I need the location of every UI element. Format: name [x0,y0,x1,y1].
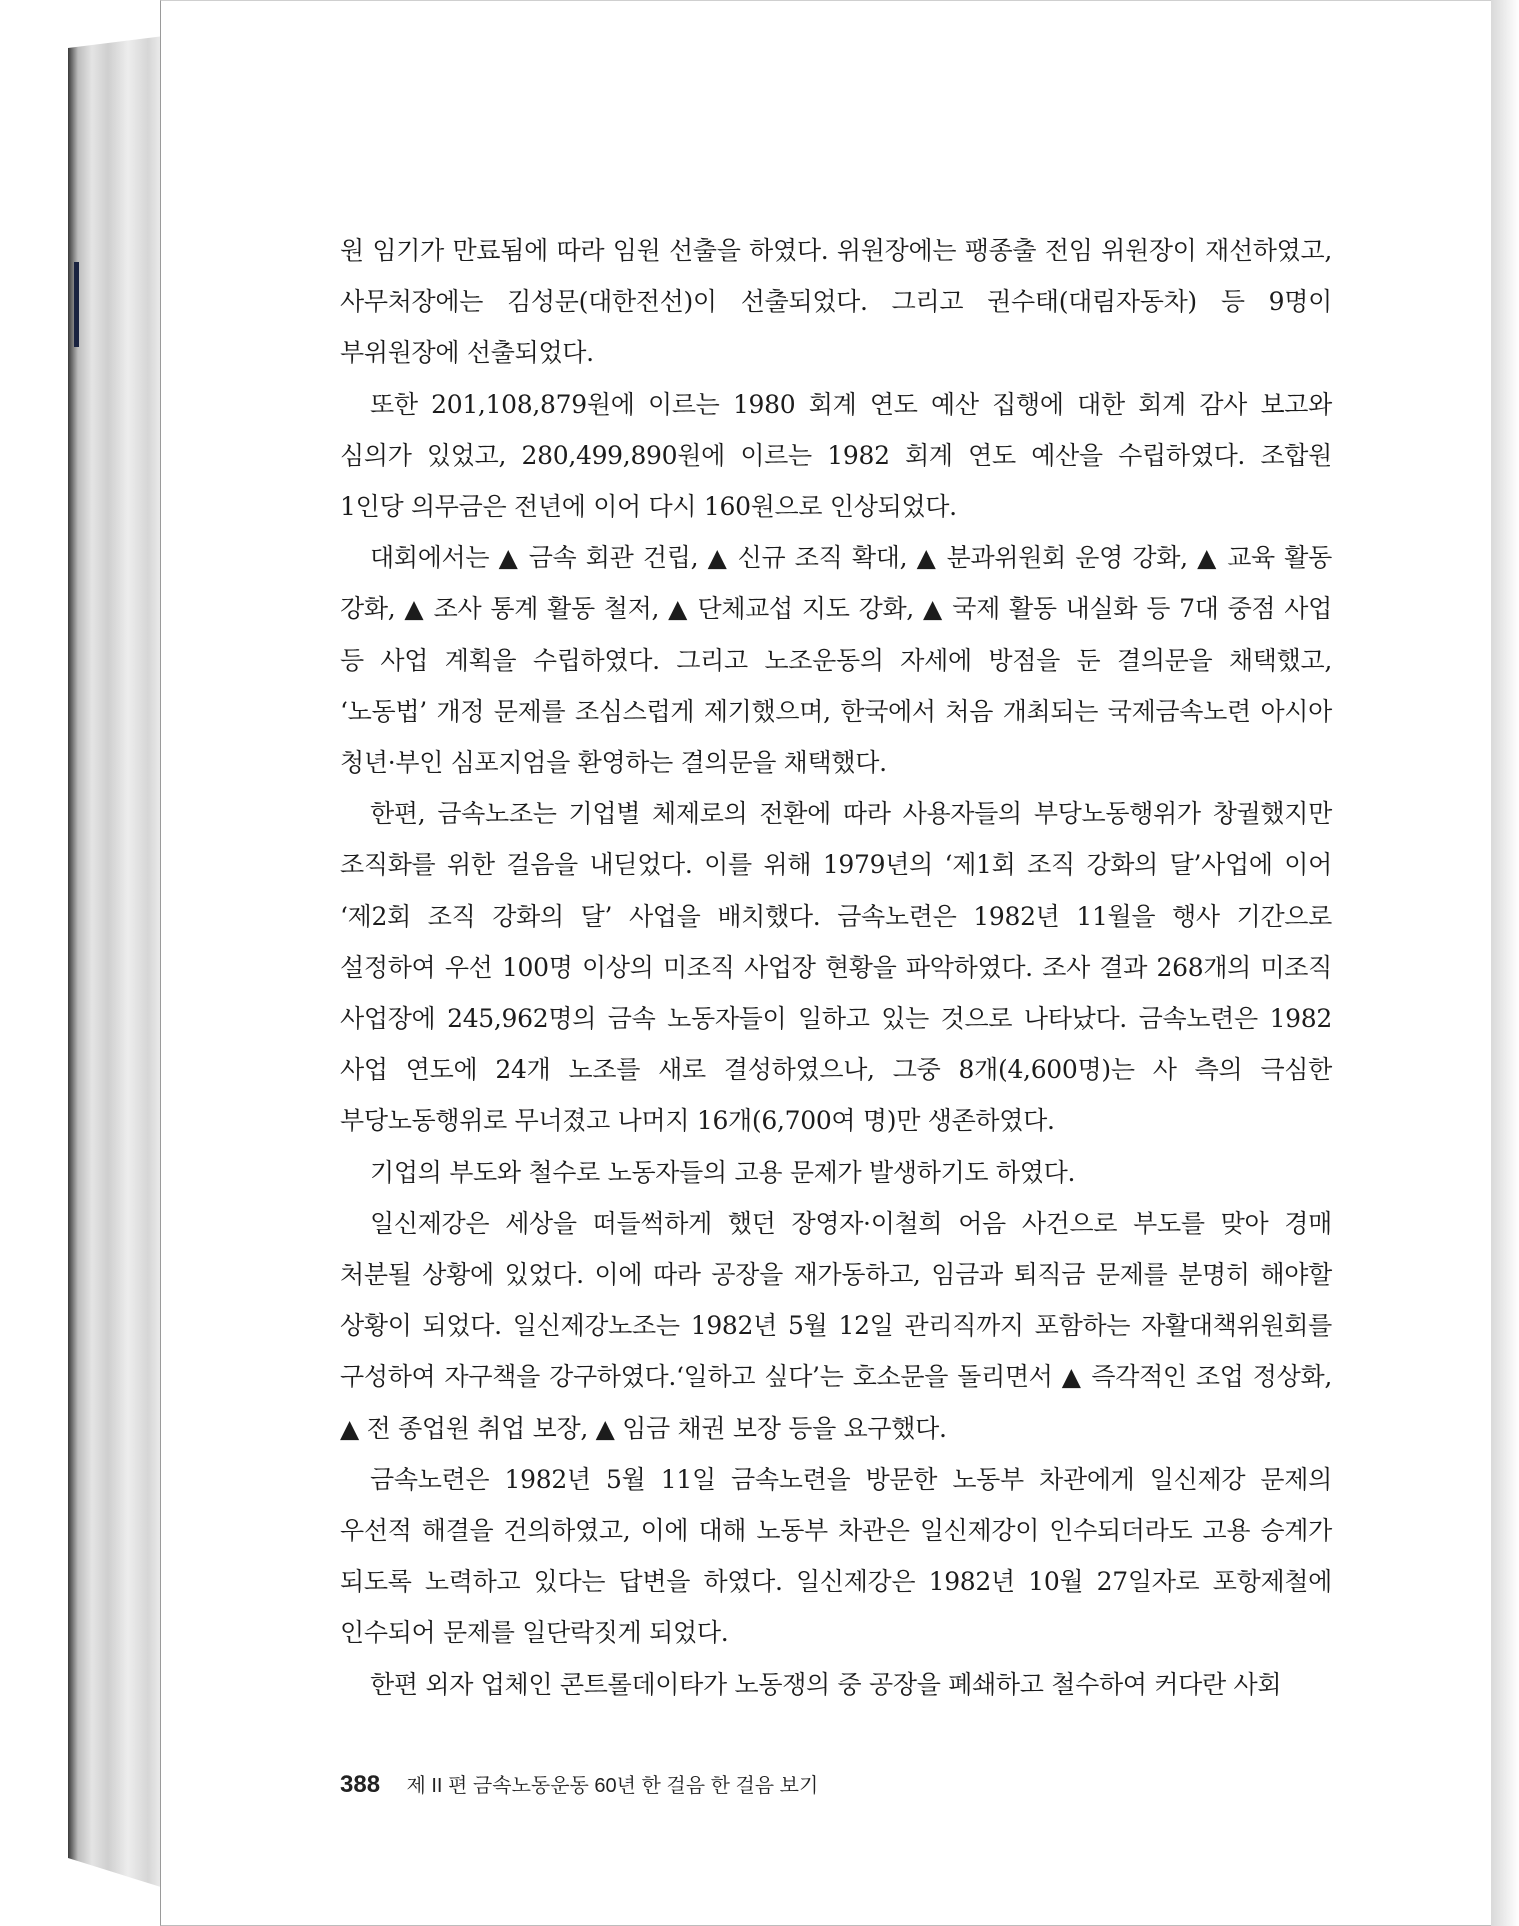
paragraph: 대회에서는 ▲ 금속 회관 건립, ▲ 신규 조직 확대, ▲ 분과위원회 운영 강화, ▲ 교육 활동 강화, ▲ 조사 통계 활동 철저, ▲ 단체교섭 지도 강화, ▲ 국제 활동 내실화 등 7대 중점 사업 등 사업 계획을 수립하였다. 그리고 노조운동의 자세에 방점을 둔 결의문을 채택했고, ‘노동법’ 개정 문제를 조심스럽게 제기했으며, 한국에서 처음 개최되는 국제금속노련 아시아 청년·부인 심포지엄을 환영하는 결의문을 채택했다. [340,543,1332,778]
page-number: 388 [340,1771,381,1798]
paragraph: 원 임기가 만료됨에 따라 임원 선출을 하였다. 위원장에는 팽종출 전임 위원장이 재선하였고, 사무처장에는 김성문(대한전선)이 선출되었다. 그리고 권수태(대림자동차) 등 9명이 부위원장에 선출되었다. [340,236,1332,368]
paragraph: 한편, 금속노조는 기업별 체제로의 전환에 따라 사용자들의 부당노동행위가 창궐했지만 조직화를 위한 걸음을 내딛었다. 이를 위해 1979년의 ‘제1회 조직 강화의 달’사업에 이어 ‘제2회 조직 강화의 달’ 사업을 배치했다. 금속노련은 1982년 11월을 행사 기간으로 설정하여 우선 100명 이상의 미조직 사업장 현황을 파악하였다. 조사 결과 268개의 미조직 사업장에 245,962명의 금속 노동자들이 일하고 있는 것으로 나타났다. 금속노련은 1982 사업 연도에 24개 노조를 새로 결성하였으나, 그중 8개(4,600명)는 사 측의 극심한 부당노동행위로 무너졌고 나머지 16개(6,700여 명)만 생존하였다. [340,799,1332,1136]
paragraph: 한편 외자 업체인 콘트롤데이타가 노동쟁의 중 공장을 폐쇄하고 철수하여 커다란 사회 [370,1669,1282,1699]
page-edge-shadow [1491,0,1519,1926]
bookmark-ribbon [74,262,79,347]
paragraph: 또한 201,108,879원에 이르는 1980 회계 연도 예산 집행에 대한 회계 감사 보고와 심의가 있었고, 280,499,890원에 이르는 1982 회계 연도 예산을 수립하였다. 조합원 1인당 의무금은 전년에 이어 다시 160원으로 인상되었다. [340,389,1332,522]
page-footer [340,1769,818,1799]
paragraph: 일신제강은 세상을 떠들썩하게 했던 장영자·이철희 어음 사건으로 부도를 맞아 경매 처분될 상황에 있었다. 이에 따라 공장을 재가동하고, 임금과 퇴직금 문제를 분명히 해야할 상황이 되었다. 일신제강노조는 1982년 5월 12일 관리직까지 포함하는 자활대책위원회를 구성하여 자구책을 강구하였다.‘일하고 싶다’는 호소문을 돌리면서 ▲ 즉각적인 조업 정상화, ▲ 전 종업원 취업 보장, ▲ 임금 채권 보장 등을 요구했다. [340,1208,1332,1443]
book-page-edges [68,36,164,1888]
body-text [340,225,1332,1710]
paragraph: 금속노련은 1982년 5월 11일 금속노련을 방문한 노동부 차관에게 일신제강 문제의 우선적 해결을 건의하였고, 이에 대해 노동부 차관은 일신제강이 인수되더라도 고용 승계가 되도록 노력하고 있다는 답변을 하였다. 일신제강은 1982년 10월 27일자로 포항제철에 인수되어 문제를 일단락짓게 되었다. [340,1464,1332,1648]
paragraph: 기업의 부도와 철수로 노동자들의 고용 문제가 발생하기도 하였다. [370,1157,1076,1187]
running-title: 제 II 편 금속노동운동 60년 한 걸음 한 걸음 보기 [406,1775,819,1797]
